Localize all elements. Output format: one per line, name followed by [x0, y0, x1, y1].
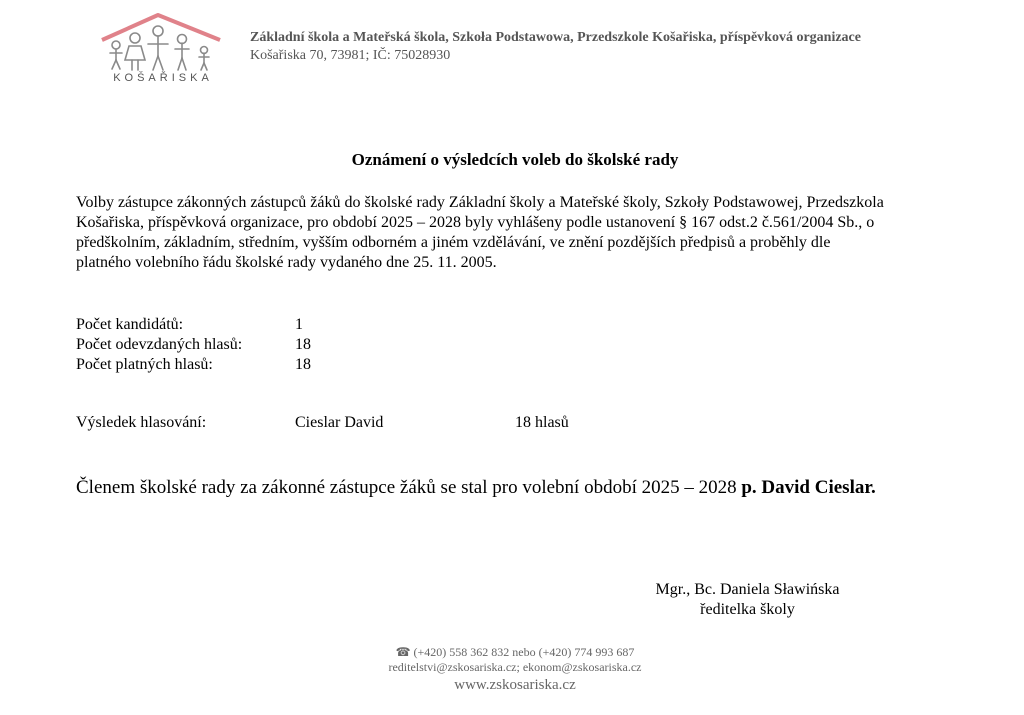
- conclusion-sentence: [76, 477, 876, 499]
- signatory-name: Mgr., Bc. Daniela Sławińska: [655, 581, 840, 598]
- stat-value: 18: [295, 356, 311, 373]
- voting-result: [76, 414, 569, 432]
- stat-row-submitted-votes: [76, 335, 311, 355]
- school-logo: [98, 12, 226, 90]
- footer-website: www.zskosariska.cz: [454, 677, 576, 693]
- school-name: Základní škola a Mateřská škola, Szkoła Podstawowa, Przedszkole Košařiska, příspěvková organizace: [250, 30, 861, 45]
- result-label: Výsledek hlasování:: [76, 414, 207, 431]
- result-candidate: Cieslar David: [295, 414, 384, 431]
- stat-label: Počet odevzdaných hlasů:: [76, 336, 243, 353]
- conclusion-text: Členem školské rady za zákonné zástupce žáků se stal pro volební období 2025 – 2028: [76, 477, 742, 498]
- logo-text: KOŠAŘISKA: [113, 72, 213, 84]
- stat-value: 18: [295, 336, 311, 353]
- signatory-role: ředitelka školy: [700, 601, 795, 618]
- stat-row-valid-votes: [76, 355, 311, 375]
- document-title: Oznámení o výsledcích voleb do školské rady: [351, 150, 679, 169]
- footer: [0, 645, 1024, 695]
- footer-phone: ☎ (+420) 558 362 832 nebo (+420) 774 993 687: [395, 645, 635, 659]
- school-address: Košařiska 70, 73981; IČ: 75028930: [250, 48, 451, 63]
- intro-line: Volby zástupce zákonných zástupců žáků do školské rady Základní školy a Mateřské školy, Szkoły Podstawowej, Przedszkola: [76, 194, 884, 211]
- stat-row-candidates: [76, 315, 303, 335]
- elected-member: p. David Cieslar.: [741, 477, 876, 498]
- result-votes: 18 hlasů: [515, 414, 569, 431]
- footer-emails: reditelstvi@zskosariska.cz; ekonom@zskosariska.cz: [388, 660, 642, 674]
- intro-paragraph: [76, 193, 976, 273]
- election-stats: [76, 315, 311, 375]
- intro-line: platného volebního řádu školské rady vydaného dne 25. 11. 2005.: [76, 254, 497, 271]
- stat-label: Počet kandidátů:: [76, 316, 184, 333]
- stat-value: 1: [295, 316, 303, 333]
- intro-line: předškolním, základním, středním, vyšším odborném a jiném vzdělávání, ve znění pozdějších předpisů a proběhly dle: [76, 234, 831, 251]
- family-house-icon: [98, 12, 226, 74]
- intro-line: Košařiska, příspěvková organizace, pro období 2025 – 2028 byly vyhlášeny podle ustanovení § 167 odst.2 č.561/2004 Sb., o: [76, 214, 875, 231]
- stat-label: Počet platných hlasů:: [76, 356, 213, 373]
- signature-block: [620, 580, 875, 620]
